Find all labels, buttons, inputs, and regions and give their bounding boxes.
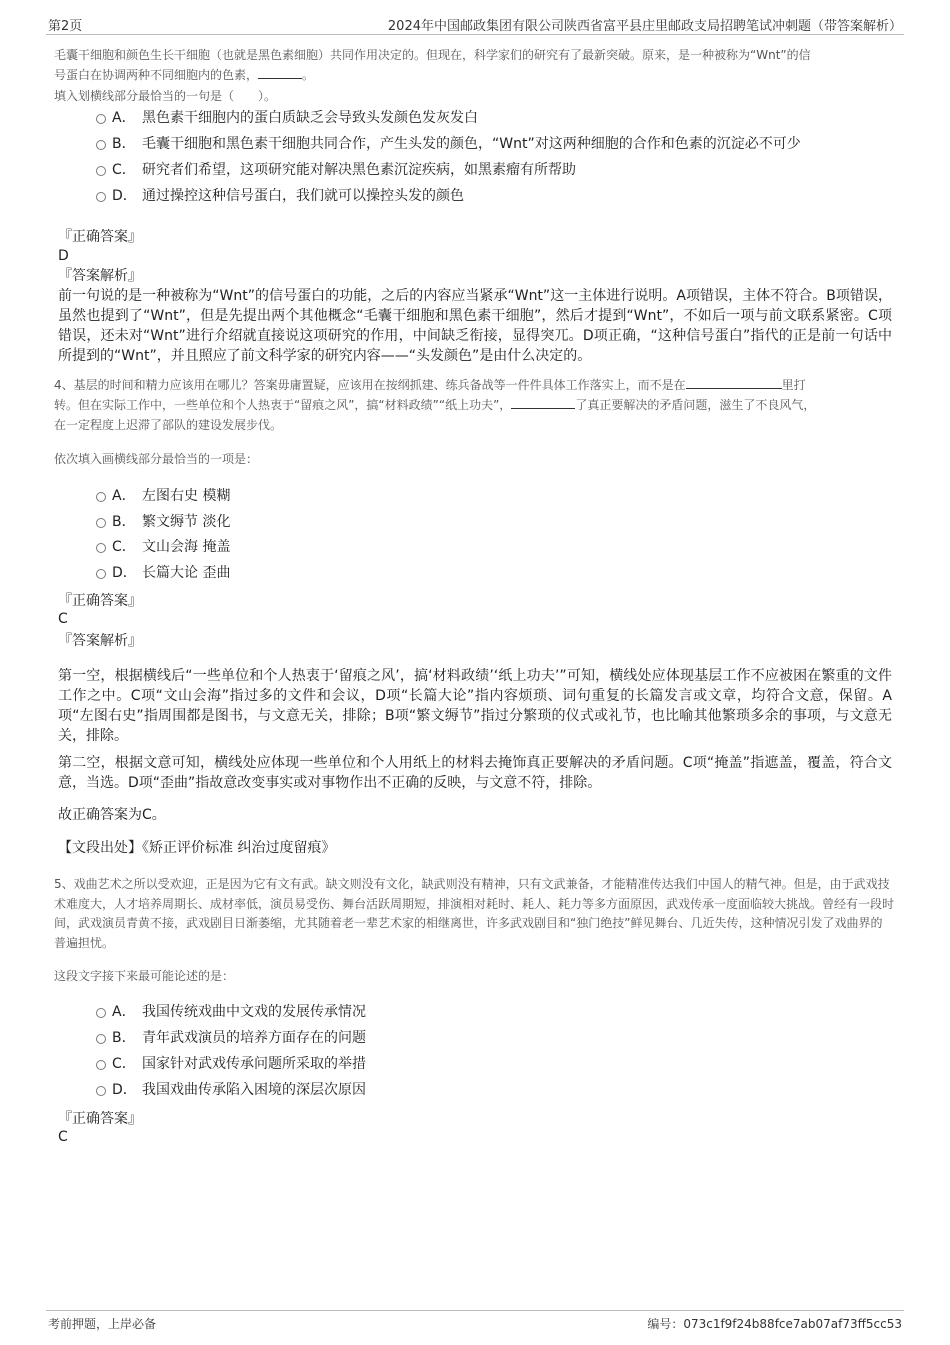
q3-stem-line1: 毛囊干细胞和颜色生长干细胞（也就是黑色素细胞）共同作用决定的。但现在，科学家们的研究有了最新突破。原来，是一种被称为“Wnt”的信 [54,48,811,62]
q3-option-b[interactable]: B． 毛囊干细胞和黑色素干细胞共同合作，产生头发的颜色，“Wnt”对这两种细胞的合作和色素的沉淀必不可少 [96,134,801,154]
document-title: 2024年中国邮政集团有限公司陕西省富平县庄里邮政支局招聘笔试冲刺题（带答案解析） [387,19,902,34]
q3-stem-line2: 号蛋白在协调两种不同细胞内的色素， 。 [54,68,315,82]
q4-prompt: 依次填入画横线部分最恰当的一项是： [54,452,259,466]
radio-icon[interactable] [96,1008,106,1018]
footer-slogan: 考前押题，上岸必备 [48,1317,157,1331]
q4-option-d[interactable]: D． 长篇大论 歪曲 [96,563,230,583]
radio-icon[interactable] [96,192,106,202]
q3-analysis: 前一句说的是一种被称为“Wnt”的信号蛋白的功能，之后的内容应当紧承“Wnt”这一主体进行说明。A项错误，主体不符合。B项错误，虽然也提到了“Wnt”，但是先提出两个其他概念“毛囊干细胞和黑色素干细胞”，然后才提到“Wnt”，不如后一项与前文联系紧密。C项错误，还未对“Wnt”进行介绍就直接说这项研究的作用，中间缺乏衔接，显得突兀。D项正确，“这种信号蛋白”指代的正是前一句话中所提到的“Wnt”，并且照应了前文科学家的研究内容——“头发颜色”是由什么决定的。 [58,288,892,364]
radio-icon[interactable] [96,114,106,124]
q4-analysis-para1: 第一空，根据横线后“一些单位和个人热衷于‘留痕之风’，搞‘材料政绩’‘纸上功夫’”可知，横线处应体现基层工作不应被困在繁重的文件工作之中。C项“文山会海”指过多的文件和会议，D项“长篇大论”指内容烦琐、词句重复的长篇发言或文章，均符合文意，保留。A项“左图右史”指周围都是图书，与文意无关，排除；B项“繁文缛节”指过分繁琐的仪式或礼节，也比喻其他繁琐多余的事项，与文意无关，排除。 [58,668,892,744]
document-id: 编号：073c1f9f24b88fce7ab07af73ff5cc53 [647,1317,902,1331]
q5-answer: C [58,1129,68,1145]
q5-option-d[interactable]: D． 我国戏曲传承陷入困境的深层次原因 [96,1080,366,1100]
radio-icon[interactable] [96,518,106,528]
q3-option-c[interactable]: C． 研究者们希望，这项研究能对解决黑色素沉淀疾病，如黑素瘤有所帮助 [96,160,576,180]
fill-blank [686,376,782,389]
radio-icon[interactable] [96,166,106,176]
fill-blank [258,66,302,79]
q5-prompt: 这段文字接下来最可能论述的是： [54,969,235,983]
q4-stem-line1: 4、基层的时间和精力应该用在哪儿？答案毋庸置疑，应该用在按纲抓建、练兵备战等一件件具体工作落实上，而不是在 里打 [54,378,806,392]
page-footer [46,1310,904,1339]
q4-option-b[interactable]: B． 繁文缛节 淡化 [96,512,230,532]
q3-option-a[interactable]: A． 黑色素干细胞内的蛋白质缺乏会导致头发颜色发灰发白 [96,108,478,128]
q3-prompt: 填入划横线部分最恰当的一句是（ ）。 [54,89,277,103]
radio-icon[interactable] [96,1060,106,1070]
q4-option-c[interactable]: C． 文山会海 掩盖 [96,537,230,557]
q4-answer-label: 『正确答案』 [58,593,142,609]
q4-analysis-para2: 第二空，根据文意可知，横线处应体现一些单位和个人用纸上的材料去掩饰真正要解决的矛盾问题。C项“掩盖”指遮盖，覆盖，符合文意，当选。D项“歪曲”指故意改变事实或对事物作出不正确的反映，与文意不符，排除。 [58,755,892,791]
q4-source: 【文段出处】《矫正评价标准 纠治过度留痕》 [58,840,336,856]
page-number: 第2页 [48,19,83,34]
radio-icon[interactable] [96,569,106,579]
q4-analysis-label: 『答案解析』 [58,633,142,649]
q3-option-d[interactable]: D． 通过操控这种信号蛋白，我们就可以操控头发的颜色 [96,186,464,206]
q4-stem-line2: 转。但在实际工作中，一些单位和个人热衷于“留痕之风”，搞“材料政绩”“纸上功夫”， 了真正要解决的矛盾问题，滋生了不良风气， [54,398,816,412]
radio-icon[interactable] [96,492,106,502]
q5-stem: 5、戏曲艺术之所以受欢迎，正是因为它有文有武。缺文则没有文化，缺武则没有精神，只有文武兼备，才能精准传达我们中国人的精气神。但是，由于武戏技术难度大，人才培养周期长、成材率低，演员易受伤、舞台活跃周期短，排演相对耗时、耗人、耗力等多方面原因，武戏传承一度面临较大挑战。曾经有一段时间，武戏演员青黄不接，武戏剧目日渐萎缩，尤其随着老一辈艺术家的相继离世，许多武戏剧目和“独门绝技”鲜见舞台、几近失传，这种情况引发了戏曲界的普遍担忧。 [54,877,895,950]
q4-answer: C [58,611,68,627]
q4-analysis-conclusion: 故正确答案为C。 [58,807,166,823]
q5-option-b[interactable]: B． 青年武戏演员的培养方面存在的问题 [96,1028,366,1048]
q5-option-a[interactable]: A． 我国传统戏曲中文戏的发展传承情况 [96,1002,366,1022]
fill-blank [511,396,575,409]
radio-icon[interactable] [96,140,106,150]
q3-answer: D [58,248,69,264]
q3-answer-label: 『正确答案』 [58,229,142,245]
radio-icon[interactable] [96,1034,106,1044]
radio-icon[interactable] [96,1086,106,1096]
page-header [46,12,904,35]
q4-option-a[interactable]: A． 左图右史 模糊 [96,486,230,506]
q5-option-c[interactable]: C． 国家针对武戏传承问题所采取的举措 [96,1054,366,1074]
q5-answer-label: 『正确答案』 [58,1111,142,1127]
q4-stem-line3: 在一定程度上迟滞了部队的建设发展步伐。 [54,418,283,432]
q3-analysis-label: 『答案解析』 [58,268,142,284]
radio-icon[interactable] [96,543,106,553]
